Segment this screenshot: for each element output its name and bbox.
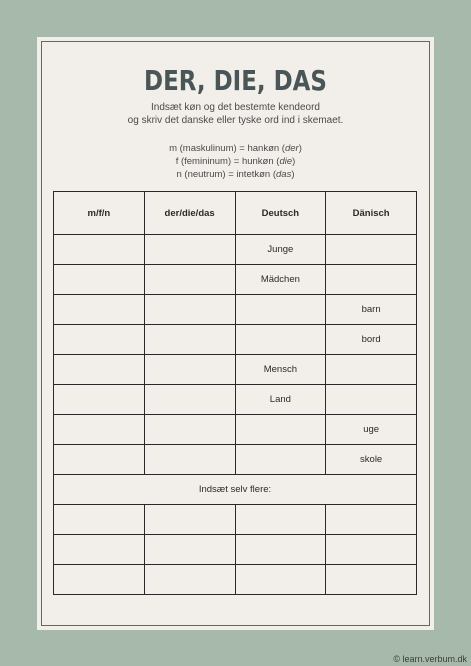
copyright-credit: © learn.verbum.dk (393, 654, 467, 664)
table-row (54, 355, 417, 385)
table-row (54, 565, 417, 595)
instruction-line: og skriv det danske eller tyske ord ind i skemaet. (127, 115, 344, 126)
table-cell[interactable] (326, 385, 417, 415)
table-cell[interactable] (235, 325, 326, 355)
table-cell[interactable] (326, 265, 417, 295)
table-cell[interactable] (144, 445, 235, 475)
extra-label-row (54, 475, 417, 505)
legend-line-feminine (37, 155, 434, 168)
table-row (54, 505, 417, 535)
table-cell[interactable] (144, 235, 235, 265)
legend-article: das (276, 169, 292, 180)
table-cell[interactable] (54, 535, 145, 565)
table-cell[interactable] (326, 355, 417, 385)
legend-article: der (284, 143, 299, 154)
table-cell[interactable]: Mädchen (235, 265, 326, 295)
table-row (54, 235, 417, 265)
table-cell[interactable] (144, 415, 235, 445)
table-cell[interactable]: skole (326, 445, 417, 475)
table-cell[interactable] (144, 265, 235, 295)
table-cell[interactable] (54, 415, 145, 445)
extra-rows-label: Indsæt selv flere: (54, 475, 417, 505)
table-cell[interactable] (144, 295, 235, 325)
table-cell[interactable] (235, 565, 326, 595)
legend-line-masculine (37, 142, 434, 155)
table-cell[interactable] (54, 325, 145, 355)
header-gender: m/f/n (54, 192, 145, 235)
legend-text: ) (298, 143, 302, 154)
table-cell[interactable] (235, 535, 326, 565)
table-row (54, 385, 417, 415)
table-cell[interactable] (144, 355, 235, 385)
table-cell[interactable] (144, 565, 235, 595)
table-cell[interactable] (54, 385, 145, 415)
table-row (54, 535, 417, 565)
legend-text: n (neutrum) = intetkøn ( (176, 169, 277, 180)
table-cell[interactable] (54, 295, 145, 325)
table-row (54, 325, 417, 355)
instruction-line: Indsæt køn og det bestemte kendeord (151, 102, 320, 113)
instructions (37, 101, 434, 127)
table-row (54, 415, 417, 445)
legend-text: m (maskulinum) = hankøn ( (169, 143, 285, 154)
table-header-row (54, 192, 417, 235)
table-cell[interactable]: uge (326, 415, 417, 445)
vocabulary-table (53, 191, 417, 595)
table-cell[interactable] (144, 535, 235, 565)
table-cell[interactable] (144, 325, 235, 355)
table-row (54, 445, 417, 475)
page-title: DER, DIE, DAS (144, 64, 327, 97)
header-danish: Dänisch (326, 192, 417, 235)
table-cell[interactable] (235, 445, 326, 475)
table-cell[interactable] (54, 355, 145, 385)
table-cell[interactable] (235, 415, 326, 445)
legend-text: ) (291, 169, 295, 180)
header-article: der/die/das (144, 192, 235, 235)
table-cell[interactable] (144, 505, 235, 535)
legend-line-neuter (37, 168, 434, 181)
table-cell[interactable]: barn (326, 295, 417, 325)
table-cell[interactable] (54, 445, 145, 475)
table-cell[interactable]: Junge (235, 235, 326, 265)
table-cell[interactable] (326, 535, 417, 565)
table-cell[interactable] (54, 235, 145, 265)
table-cell[interactable]: Mensch (235, 355, 326, 385)
table-cell[interactable]: bord (326, 325, 417, 355)
worksheet-page (37, 37, 434, 630)
legend-text: f (femininum) = hunkøn ( (175, 156, 280, 167)
table-cell[interactable] (235, 505, 326, 535)
gender-legend (37, 142, 434, 181)
table-row (54, 265, 417, 295)
table-cell[interactable] (144, 385, 235, 415)
table-cell[interactable] (235, 295, 326, 325)
table-cell[interactable] (326, 235, 417, 265)
legend-text: ) (292, 156, 296, 167)
table-cell[interactable] (54, 265, 145, 295)
table-cell[interactable]: Land (235, 385, 326, 415)
table-row (54, 295, 417, 325)
legend-article: die (279, 156, 293, 167)
header-german: Deutsch (235, 192, 326, 235)
table-cell[interactable] (54, 565, 145, 595)
table-cell[interactable] (326, 505, 417, 535)
table-cell[interactable] (54, 505, 145, 535)
table-cell[interactable] (326, 565, 417, 595)
